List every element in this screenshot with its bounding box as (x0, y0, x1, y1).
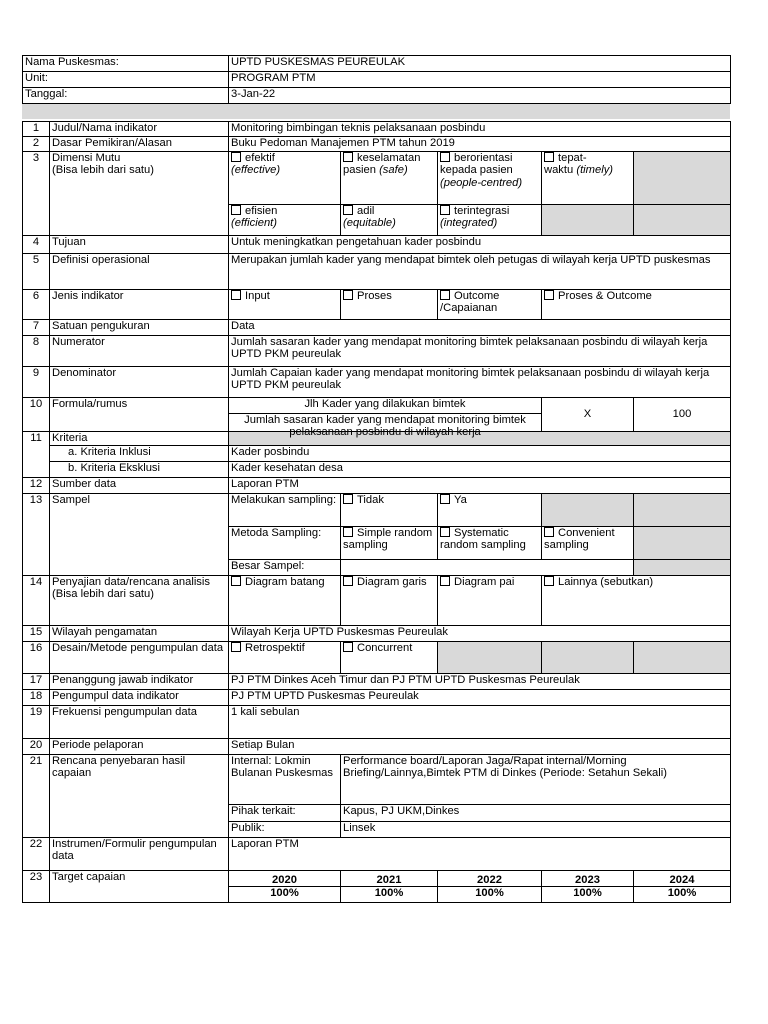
option-systematic-random[interactable]: Systematic random sampling (438, 527, 542, 560)
checkbox-icon (544, 527, 554, 537)
row-2: 2 Dasar Pemikiran/Alasan Buku Pedoman Manajemen PTM tahun 2019 (23, 137, 731, 152)
row-19: 19 Frekuensi pengumpulan data 1 kali sebulan (23, 706, 731, 739)
option-ya[interactable]: Ya (438, 494, 542, 527)
puskesmas-label: Nama Puskesmas: (23, 56, 229, 72)
target-year: 2021 (341, 871, 438, 887)
formula-operator: X (542, 398, 634, 432)
option-berorientasi[interactable]: berorientasi kepada pasien (people-centred) (438, 152, 542, 205)
formula-denominator: Jumlah sasaran kader yang mendapat monitoring bimtek pelaksanaan posbindu di wilayah kerja (229, 414, 542, 432)
indicator-profile (22, 55, 730, 903)
checkbox-icon (343, 152, 353, 162)
row-22: 22 Instrumen/Formulir pengumpulan data Laporan PTM (23, 838, 731, 871)
row-6: 6 Jenis indikator Input Proses Outcome /Capaianan Proses & Outcome (23, 290, 731, 320)
formula-multiplier: 100 (634, 398, 731, 432)
row-20: 20 Periode pelaporan Setiap Bulan (23, 739, 731, 755)
checkbox-icon (440, 152, 450, 162)
sample-size-field[interactable] (341, 560, 634, 576)
target-value: 100% (341, 887, 438, 903)
target-year: 2022 (438, 871, 542, 887)
option-tidak[interactable]: Tidak (341, 494, 438, 527)
target-value: 100% (634, 887, 731, 903)
option-terintegrasi[interactable]: terintegrasi (integrated) (438, 205, 542, 236)
checkbox-icon (231, 642, 241, 652)
option-tepat-waktu[interactable]: tepat- waktu (timely) (542, 152, 634, 205)
option-efisien[interactable]: efisien (efficient) (229, 205, 341, 236)
checkbox-icon (440, 494, 450, 504)
option-lainnya[interactable]: Lainnya (sebutkan) (542, 576, 731, 626)
option-adil[interactable]: adil (equitable) (341, 205, 438, 236)
checkbox-icon (343, 290, 353, 300)
row-10: 10 Formula/rumus Jlh Kader yang dilakukan bimtek X 100 (23, 398, 731, 414)
option-convenient[interactable]: Convenient sampling (542, 527, 634, 560)
checkbox-icon (343, 576, 353, 586)
target-year: 2020 (229, 871, 341, 887)
row-8: 8 Numerator Jumlah sasaran kader yang mendapat monitoring bimtek pelaksanaan posbindu di wilayah kerja UPTD PKM peureulak (23, 336, 731, 367)
unit-value: PROGRAM PTM (229, 72, 731, 88)
target-value: 100% (542, 887, 634, 903)
checkbox-icon (343, 527, 353, 537)
checkbox-icon (343, 494, 353, 504)
checkbox-icon (440, 290, 450, 300)
checkbox-icon (440, 576, 450, 586)
separator-bar (22, 104, 730, 119)
option-diagram-garis[interactable]: Diagram garis (341, 576, 438, 626)
row-7: 7 Satuan pengukuran Data (23, 320, 731, 336)
row-5: 5 Definisi operasional Merupakan jumlah kader yang mendapat bimtek oleh petugas di wilayah kerja UPTD puskesmas (23, 254, 731, 290)
option-diagram-pai[interactable]: Diagram pai (438, 576, 542, 626)
option-diagram-batang[interactable]: Diagram batang (229, 576, 341, 626)
checkbox-icon (544, 152, 554, 162)
target-value: 100% (229, 887, 341, 903)
checkbox-icon (544, 290, 554, 300)
row-12: 12 Sumber data Laporan PTM (23, 478, 731, 494)
header-table (22, 55, 731, 104)
row-11: 11 Kriteria (23, 432, 731, 446)
row-14: 14 Penyajian data/rencana analisis (Bisa lebih dari satu) Diagram batang Diagram garis Diagram pai Lainnya (sebutkan) (23, 576, 731, 626)
option-retrospektif[interactable]: Retrospektif (229, 642, 341, 674)
checkbox-icon (440, 205, 450, 215)
row-13: 13 Sampel Melakukan sampling: Tidak Ya (23, 494, 731, 527)
row-16: 16 Desain/Metode pengumpulan data Retrospektif Concurrent (23, 642, 731, 674)
row-1: 1 Judul/Nama indikator Monitoring bimbingan teknis pelaksanaan posbindu (23, 122, 731, 137)
option-input[interactable]: Input (229, 290, 341, 320)
row-21: 21 Rencana penyebaran hasil capaian Internal: Lokmin Bulanan Puskesmas Performance board/Laporan Jaga/Rapat internal/Morning Briefing/Lainnya,Bimtek PTM di Dinkes (Periode: Setahun Sekali) (23, 755, 731, 805)
target-value: 100% (438, 887, 542, 903)
row-3: 3 Dimensi Mutu (Bisa lebih dari satu) efektif (effective) keselamatan pasien (safe) berorientasi kepada pasien (people-centred) tepat- waktu (timely) (23, 152, 731, 205)
row-17: 17 Penanggung jawab indikator PJ PTM Dinkes Aceh Timur dan PJ PTM UPTD Puskesmas Peureulak (23, 674, 731, 690)
row-15: 15 Wilayah pengamatan Wilayah Kerja UPTD Puskesmas Peureulak (23, 626, 731, 642)
checkbox-icon (231, 290, 241, 300)
option-simple-random[interactable]: Simple random sampling (341, 527, 438, 560)
option-outcome[interactable]: Outcome /Capaianan (438, 290, 542, 320)
unit-label: Unit: (23, 72, 229, 88)
checkbox-icon (544, 576, 554, 586)
checkbox-icon (231, 576, 241, 586)
row-18: 18 Pengumpul data indikator PJ PTM UPTD Puskesmas Peureulak (23, 690, 731, 706)
option-proses-outcome[interactable]: Proses & Outcome (542, 290, 731, 320)
target-year: 2023 (542, 871, 634, 887)
option-proses[interactable]: Proses (341, 290, 438, 320)
option-concurrent[interactable]: Concurrent (341, 642, 438, 674)
date-value: 3-Jan-22 (229, 88, 731, 104)
checkbox-icon (343, 642, 353, 652)
date-label: Tanggal: (23, 88, 229, 104)
option-efektif[interactable]: efektif (effective) (229, 152, 341, 205)
row-23: 23 Target capaian 2020 2021 2022 2023 2024 (23, 871, 731, 887)
checkbox-icon (231, 205, 241, 215)
checkbox-icon (231, 152, 241, 162)
row-9: 9 Denominator Jumlah Capaian kader yang mendapat monitoring bimtek pelaksanaan posbindu di wilayah kerja UPTD PKM peureulak (23, 367, 731, 398)
target-year: 2024 (634, 871, 731, 887)
puskesmas-value: UPTD PUSKESMAS PEUREULAK (229, 56, 731, 72)
row-4: 4 Tujuan Untuk meningkatkan pengetahuan kader posbindu (23, 236, 731, 254)
indicator-table: 1 Judul/Nama indikator Monitoring bimbingan teknis pelaksanaan posbindu 2 Dasar Pemikiran/Alasan Buku Pedoman Manajemen PTM tahun 2019 3 Dimensi Mutu (Bisa lebih dari satu) efektif (effective) keselamatan pasien (safe) berorientasi kepada pasien (people-centred) tepat- waktu (timely) efisien (efficient) adil (equitable) terintegrasi (integrated) 4 Tujuan Untuk meningkatkan pengetahuan kader posbindu 5 Definisi operasional Merupakan jumlah kader yang mendapat bimtek oleh petugas di wilayah kerja UPTD puskesmas 6 Jenis indikator Input Proses Outcome /Capaianan Proses & Outcome 7 Satuan pengukuran Data 8 Numerator Jumlah sasaran kader yang mendapat monitoring bimtek pelaksanaan posbindu di wilayah kerja UPTD PKM peureulak 9 Denominator Jumlah Capaian kader yang mendapat monitoring bimtek pelaksanaan posbindu di wilayah kerja UPTD PKM peureulak 10 Formula/rumus Jlh Kader yang dilakukan bimtek X 100 Jumlah sasaran kader yang mendapat monitoring bimtek pelaksanaan posbindu di wilayah kerja 11 Kriteria a. Kriteria Inklusi Kader posbindu b. Kriteria Eksklusi Kader kesehatan desa 12 Sumber data Laporan PTM 13 Sampel Melakukan sampling: Tidak Ya Metoda Sampling: Simple random sampling Systematic random sampling Convenient sampling Besar Sampel: 14 Penyajian data/rencana analisis (Bisa lebih dari satu) Diagram batang Diagram garis Diagram pai Lainnya (sebutkan) 15 Wilayah pengamatan Wilayah Kerja UPTD Puskesmas Peureulak 16 Desain/Metode pengumpulan data Retrospektif Concurrent 17 Penanggung jawab indikator PJ PTM Dinkes Aceh Timur dan PJ PTM UPTD Puskesmas Peureulak 18 Pengumpul data indikator PJ PTM UPTD Puskesmas Peureulak 19 Frekuensi pengumpulan data 1 kali sebulan 20 Periode pelaporan Setiap Bulan 21 Rencana penyebaran hasil capaian Internal: Lokmin Bulanan Puskesmas Performance board/Laporan Jaga/Rapat internal/Morning Briefing/Lainnya,Bimtek PTM di Dinkes (Periode: Setahun Sekali) Pihak terkait: Kapus, PJ UKM,Dinkes Publik: Linsek 22 Instrumen/Formulir pengumpulan data Laporan PTM 23 Target capaian 2020 2021 2022 2023 2024 100% 100% 100% 100% 100% (22, 121, 731, 903)
checkbox-icon (440, 527, 450, 537)
checkbox-icon (343, 205, 353, 215)
option-keselamatan[interactable]: keselamatan pasien (safe) (341, 152, 438, 205)
formula-numerator: Jlh Kader yang dilakukan bimtek (229, 398, 542, 414)
